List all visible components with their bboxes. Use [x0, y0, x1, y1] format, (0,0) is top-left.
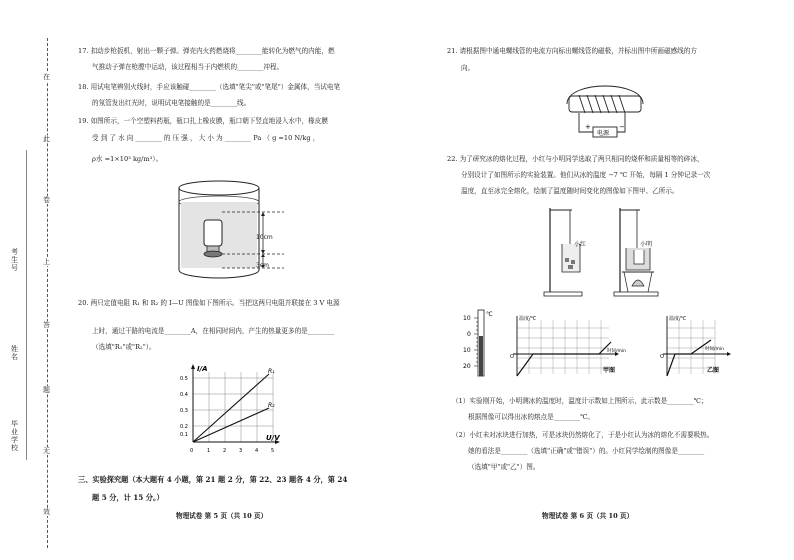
q21-plus-sign: + — [585, 123, 591, 131]
q19-3cm-label: 3cm — [256, 262, 269, 269]
q19-text: 受 到 了 水 向 ________ 的 压 强 ， 大 小 为 ________ Pa （ g =10 N/kg ， — [92, 134, 320, 142]
thermo-tick: 10 — [463, 315, 471, 322]
graph-yi-caption: 乙图 — [707, 367, 720, 374]
q20-iu-graph — [178, 362, 283, 462]
q20-x-tick: 5 — [271, 448, 275, 454]
school-label: 毕业学校 — [11, 420, 18, 452]
graph-jia-caption: 甲图 — [603, 367, 616, 374]
seal-char: 题 — [43, 386, 50, 394]
q20-x-tick: 0 — [190, 448, 194, 454]
q20-y-tick: 0.3 — [180, 408, 188, 414]
q22-sub2: 她的看法是________（选填"正确"或"错误"）的。小红同学绘制的图像是________ — [468, 447, 705, 455]
q20-x-axis-label: U/V — [266, 434, 280, 442]
q20-x-tick: 2 — [223, 448, 227, 454]
seal-char: 效 — [43, 508, 50, 516]
q19-10cm-label: 10cm — [256, 234, 273, 241]
q19-text: 19. 如图所示，一个空塑料药瓶，瓶口扎上橡皮膜，瓶口朝下竖直地浸入水中，橡皮膜 — [78, 117, 328, 125]
q21-power-label: 电源 — [597, 130, 610, 137]
q22-sub1: （1）实验刚开始，小明测冰的温度时，温度计示数如上图所示，此示数是________℃； — [452, 397, 708, 405]
q20-x-tick: 4 — [255, 448, 259, 454]
thermo-unit: ℃ — [486, 311, 493, 318]
q22-sub2: （2）小红未对冰块进行加热，可是冰块仍然熔化了，于是小红认为冰的熔化不需要吸热。 — [452, 431, 714, 439]
q21-solenoid-figure — [555, 78, 655, 142]
graph-yi-x-label: 时间/min — [705, 347, 725, 352]
thermo-tick: 0 — [467, 331, 471, 338]
q20-text: 20. 两只定值电阻 R₁ 和 R₂ 的 I—U 图像如下图所示。当把这两只电阻并联接在 3 V 电源 — [78, 299, 340, 307]
q18-text: 的氖管发出红光时，说明试电笔接触的是________线。 — [92, 99, 251, 107]
thermo-tick: 10 — [463, 347, 471, 354]
right-page-footer: 物理试卷 第 6 页（共 10 页） — [542, 512, 634, 520]
graph-jia-x-label: 时间/min — [607, 349, 627, 354]
q18-text: 18. 用试电笔辨别火线时，手应该触碰________（选填"笔尖"或"笔尾"）金属体，当试电笔 — [78, 83, 341, 91]
q22-sub1: 根据图像可以得出冰的熔点是________℃。 — [468, 413, 595, 421]
q17-text: 气推动子弹在枪膛中运动，该过程相当于内燃机的________冲程。 — [92, 63, 284, 71]
q22-thermometer — [462, 308, 498, 380]
q20-y-tick: 0.4 — [180, 392, 188, 398]
seal-char: 答 — [43, 321, 50, 329]
seal-char: 上 — [43, 258, 50, 266]
seal-char: 在 — [43, 73, 50, 81]
q22-graph-jia — [505, 314, 635, 380]
thermo-tick: 20 — [463, 363, 471, 370]
section3-heading: 题 5 分，计 15 分。） — [92, 493, 164, 502]
name-label: 姓名 — [11, 345, 18, 361]
q20-y-tick: 0.5 — [180, 376, 188, 382]
graph-jia-y-label: 温度/℃ — [519, 316, 537, 322]
q21-text: 21. 请根据图中通电螺线管的电流方向标出螺线管的磁极，并标出图中所画磁感线的方 — [447, 47, 697, 55]
q20-y-tick: 0.1 — [180, 432, 188, 438]
binding-dashed-line — [47, 38, 48, 548]
q22-label-xiaohong: 小红 — [574, 241, 587, 248]
seal-char: 此 — [43, 135, 50, 143]
q19-text: ρ水 =1×10³ kg/m³）。 — [92, 155, 163, 163]
q22-label-xiaoming: 小明 — [640, 241, 653, 248]
q20-x-tick: 1 — [207, 448, 211, 454]
q20-y-axis-label: I/A — [197, 365, 208, 373]
q20-text: （选填"R₁"或"R₂"）。 — [92, 343, 156, 351]
q17-text: 17. 扣动步枪扳机，射出一颗子弹。弹壳内火药燃烧将________能转化为燃气的内能，燃 — [78, 47, 335, 55]
graph-yi-y-label: 温度/℃ — [669, 316, 687, 322]
q22-text: 温度，直至冰完全熔化，绘制了温度随时间变化的图像如下图甲、乙所示。 — [461, 187, 679, 195]
q20-text: 上时，通过干路的电流是________A，在相同时间内，产生的热量更多的是________ — [92, 327, 335, 335]
q22-text: 22. 为了研究冰的熔化过程，小红与小明同学选取了两只相同的烧杯和质量相等的碎冰， — [447, 155, 704, 163]
graph-yi-origin: O — [660, 354, 664, 360]
q20-x-tick: 3 — [239, 448, 243, 454]
q22-apparatus-figure — [540, 200, 670, 300]
q20-y-tick: 0.2 — [180, 424, 188, 430]
q20-series-label-r2: R₂ — [268, 402, 275, 409]
q19-beaker-figure — [168, 178, 298, 284]
exam-number-label: 考生号 — [11, 248, 18, 272]
seal-char: 卷 — [43, 196, 50, 204]
left-page-footer: 物理试卷 第 5 页（共 10 页） — [176, 512, 268, 520]
q22-sub2: （选填"甲"或"乙"）图。 — [468, 463, 540, 471]
binding-solid-line — [26, 150, 27, 460]
q21-text: 向。 — [461, 64, 475, 72]
q21-minus-sign: − — [619, 123, 625, 131]
section3-heading: 三、实验探究题（本大题有 4 小题，第 21 题 2 分，第 22、23 题各 4 分，第 24 — [78, 475, 348, 484]
q22-text: 分别设计了如图所示的实验装置。他们从冰的温度 −7 ℃ 开始，每隔 1 分钟记录一次 — [461, 171, 711, 179]
graph-jia-origin: O — [510, 354, 514, 360]
seal-char: 无 — [43, 447, 50, 455]
q20-series-label-r1: R₁ — [268, 368, 275, 375]
q22-graph-yi — [655, 314, 735, 380]
